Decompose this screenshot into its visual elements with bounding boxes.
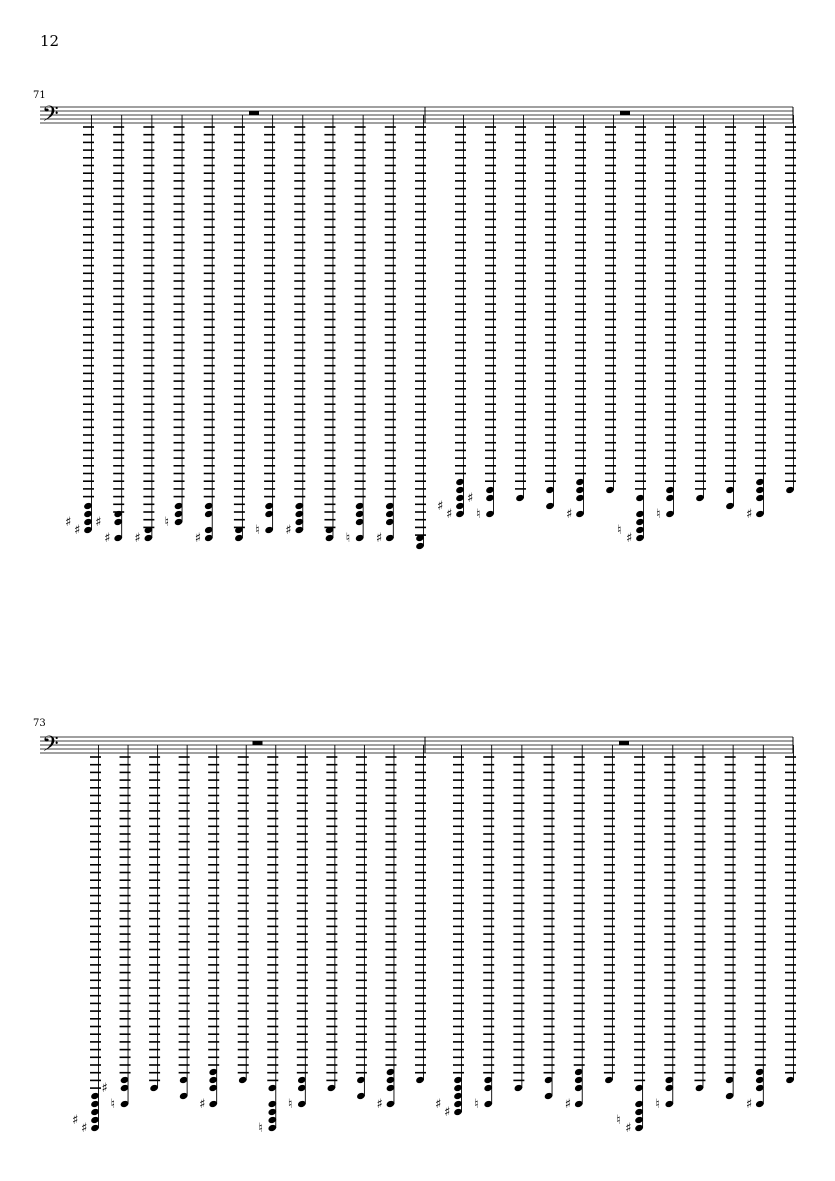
sharp-icon: ♯	[74, 523, 81, 538]
natural-icon: ♮	[655, 1097, 660, 1112]
natural-icon: ♮	[345, 531, 351, 546]
sharp-icon: ♯	[101, 1081, 108, 1096]
sharp-icon: ♯	[134, 531, 141, 546]
sharp-icon: ♯	[375, 531, 383, 546]
sharp-icon: ♯	[285, 523, 292, 538]
bass-clef-icon: 𝄢	[42, 102, 59, 132]
sharp-icon: ♯	[745, 1097, 753, 1112]
natural-icon: ♮	[656, 507, 661, 522]
whole-rest	[249, 111, 259, 115]
sharp-icon: ♯	[194, 531, 202, 546]
sharp-icon: ♯	[65, 515, 72, 530]
sharp-icon: ♯	[435, 1097, 442, 1112]
sharp-icon: ♯	[625, 1121, 632, 1136]
sharp-icon: ♯	[199, 1097, 206, 1112]
sharp-icon: ♯	[566, 507, 573, 522]
natural-icon: ♮	[287, 1097, 293, 1112]
natural-icon: ♮	[164, 515, 170, 530]
measure-number: 71	[33, 90, 46, 101]
whole-rest	[620, 111, 630, 115]
measure-number: 73	[33, 718, 46, 729]
sharp-icon: ♯	[564, 1097, 572, 1112]
sharp-icon: ♯	[446, 507, 453, 522]
sharp-icon: ♯	[626, 531, 633, 546]
sharp-icon: ♯	[444, 1105, 451, 1120]
page-number: 12	[40, 32, 60, 50]
sharp-icon: ♯	[95, 515, 102, 530]
natural-icon: ♮	[110, 1097, 116, 1112]
natural-icon: ♮	[258, 1121, 263, 1136]
sharp-icon: ♯	[437, 499, 444, 514]
natural-icon: ♮	[616, 1113, 621, 1128]
natural-icon: ♮	[617, 523, 622, 538]
sharp-icon: ♯	[72, 1113, 79, 1128]
natural-icon: ♮	[474, 1097, 479, 1112]
sharp-icon: ♯	[376, 1097, 383, 1112]
sharp-icon: ♯	[746, 507, 753, 522]
natural-icon: ♮	[255, 523, 260, 538]
whole-rest	[253, 741, 263, 745]
sharp-icon: ♯	[81, 1121, 88, 1136]
whole-rest	[619, 741, 629, 745]
bass-clef-icon: 𝄢	[42, 732, 59, 762]
sharp-icon: ♯	[104, 531, 111, 546]
sharp-icon: ♯	[467, 491, 474, 506]
natural-icon: ♮	[476, 507, 481, 522]
